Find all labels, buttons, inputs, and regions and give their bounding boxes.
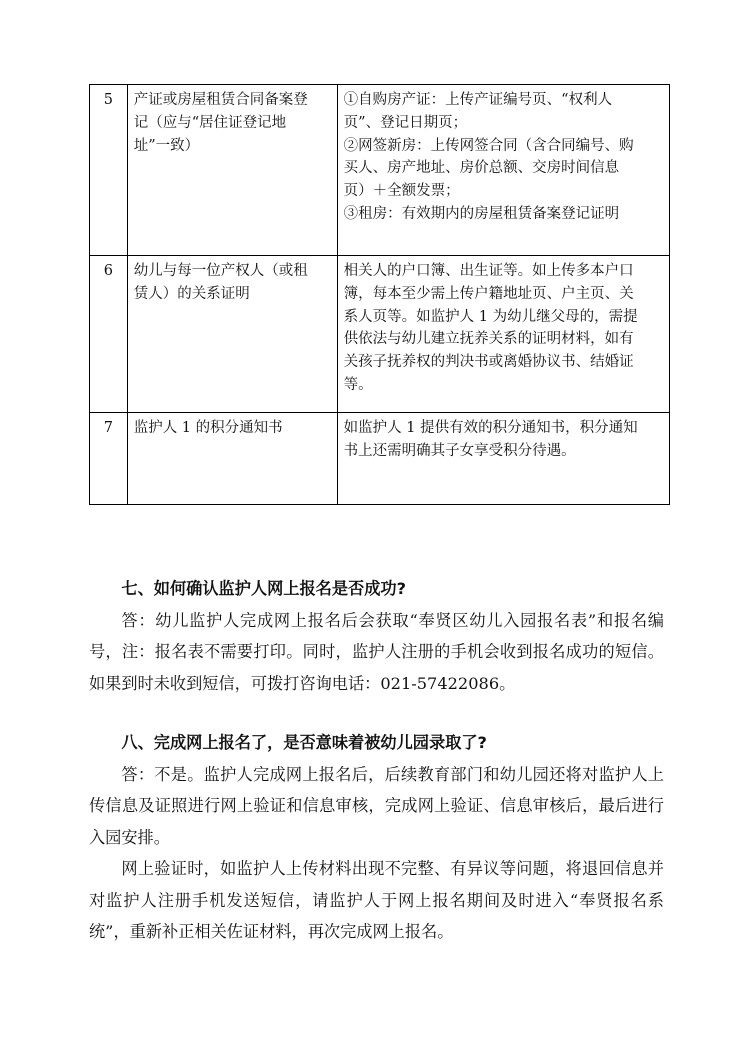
table-row — [90, 85, 670, 256]
row-item — [127, 85, 337, 256]
table-row — [90, 413, 670, 505]
desc-line: 书上还需明确其子女享受积分待遇。 — [343, 442, 576, 459]
row-number: 7 — [90, 413, 128, 505]
row-description — [337, 413, 669, 505]
table-row — [90, 256, 670, 413]
section-eight — [89, 727, 664, 948]
item-line: 赁人）的关系证明 — [133, 285, 250, 302]
item-line: 产证或房屋租赁合同备案登 — [133, 92, 308, 108]
section-seven — [89, 573, 664, 699]
section-heading: 八、完成网上报名了，是否意味着被幼儿园录取了? — [121, 733, 487, 752]
desc-line: 等。 — [343, 376, 373, 393]
desc-line: ②网签新房：上传网签合同（含合同编号、购 — [343, 137, 634, 154]
desc-line: 关孩子抚养权的判决书或离婚协议书、结婚证 — [343, 354, 634, 371]
answer-paragraph: 答：幼儿监护人完成网上报名后会获取“奉贤区幼儿入园报名表”和报名编号，注：报名表不需要打印。同时，监护人注册的手机会收到报名成功的短信。如果到时未收到短信，可拨打咨询电话：021-57422086。 — [89, 610, 664, 693]
desc-line: 页）＋全额发票； — [343, 183, 460, 200]
section-heading: 七、如何确认监护人网上报名是否成功? — [121, 579, 406, 598]
item-line: 监护人 1 的积分通知书 — [133, 420, 283, 436]
answer-paragraph: 网上验证时，如监护人上传材料出现不完整、有异议等问题，将退回信息并对监护人注册手机发送短信，请监护人于网上报名期间及时进入“奉贤报名系统”，重新补正相关佐证材料，再次完成网上报名。 — [89, 859, 664, 941]
desc-line: 供依法与幼儿建立抚养关系的证明材料，如有 — [343, 331, 634, 348]
desc-line: ①自购房产证：上传产证编号页、“权利人 — [343, 92, 613, 108]
row-item — [127, 413, 337, 505]
row-number: 5 — [90, 85, 128, 256]
item-line: 址”一致） — [133, 137, 200, 154]
desc-line: 相关人的户口簿、出生证等。如上传多本户口 — [343, 263, 634, 279]
answer-paragraph: 答：不是。监护人完成网上报名后，后续教育部门和幼儿园还将对监护人上传信息及证照进行网上验证和信息审核，完成网上验证、信息审核后，最后进行入园安排。 — [89, 764, 664, 847]
row-number: 6 — [90, 256, 128, 413]
desc-line: ③租房：有效期内的房屋租赁备案登记证明 — [343, 205, 620, 222]
item-line: 幼儿与每一位产权人（或租 — [133, 263, 308, 279]
item-line: 记（应与“居住证登记地 — [133, 114, 287, 131]
row-description — [337, 85, 669, 256]
requirements-table — [89, 84, 670, 505]
desc-line: 页”、登记日期页； — [343, 114, 468, 131]
row-item — [127, 256, 337, 413]
desc-line: 系人页等。如监护人 1 为幼儿继父母的，需提 — [343, 308, 638, 325]
desc-line: 簿，每本至少需上传户籍地址页、户主页、关 — [343, 285, 634, 302]
row-description — [337, 256, 669, 413]
desc-line: 如监护人 1 提供有效的积分通知书，积分通知 — [343, 420, 638, 436]
desc-line: 买人、房产地址、房价总额、交房时间信息 — [343, 160, 620, 177]
